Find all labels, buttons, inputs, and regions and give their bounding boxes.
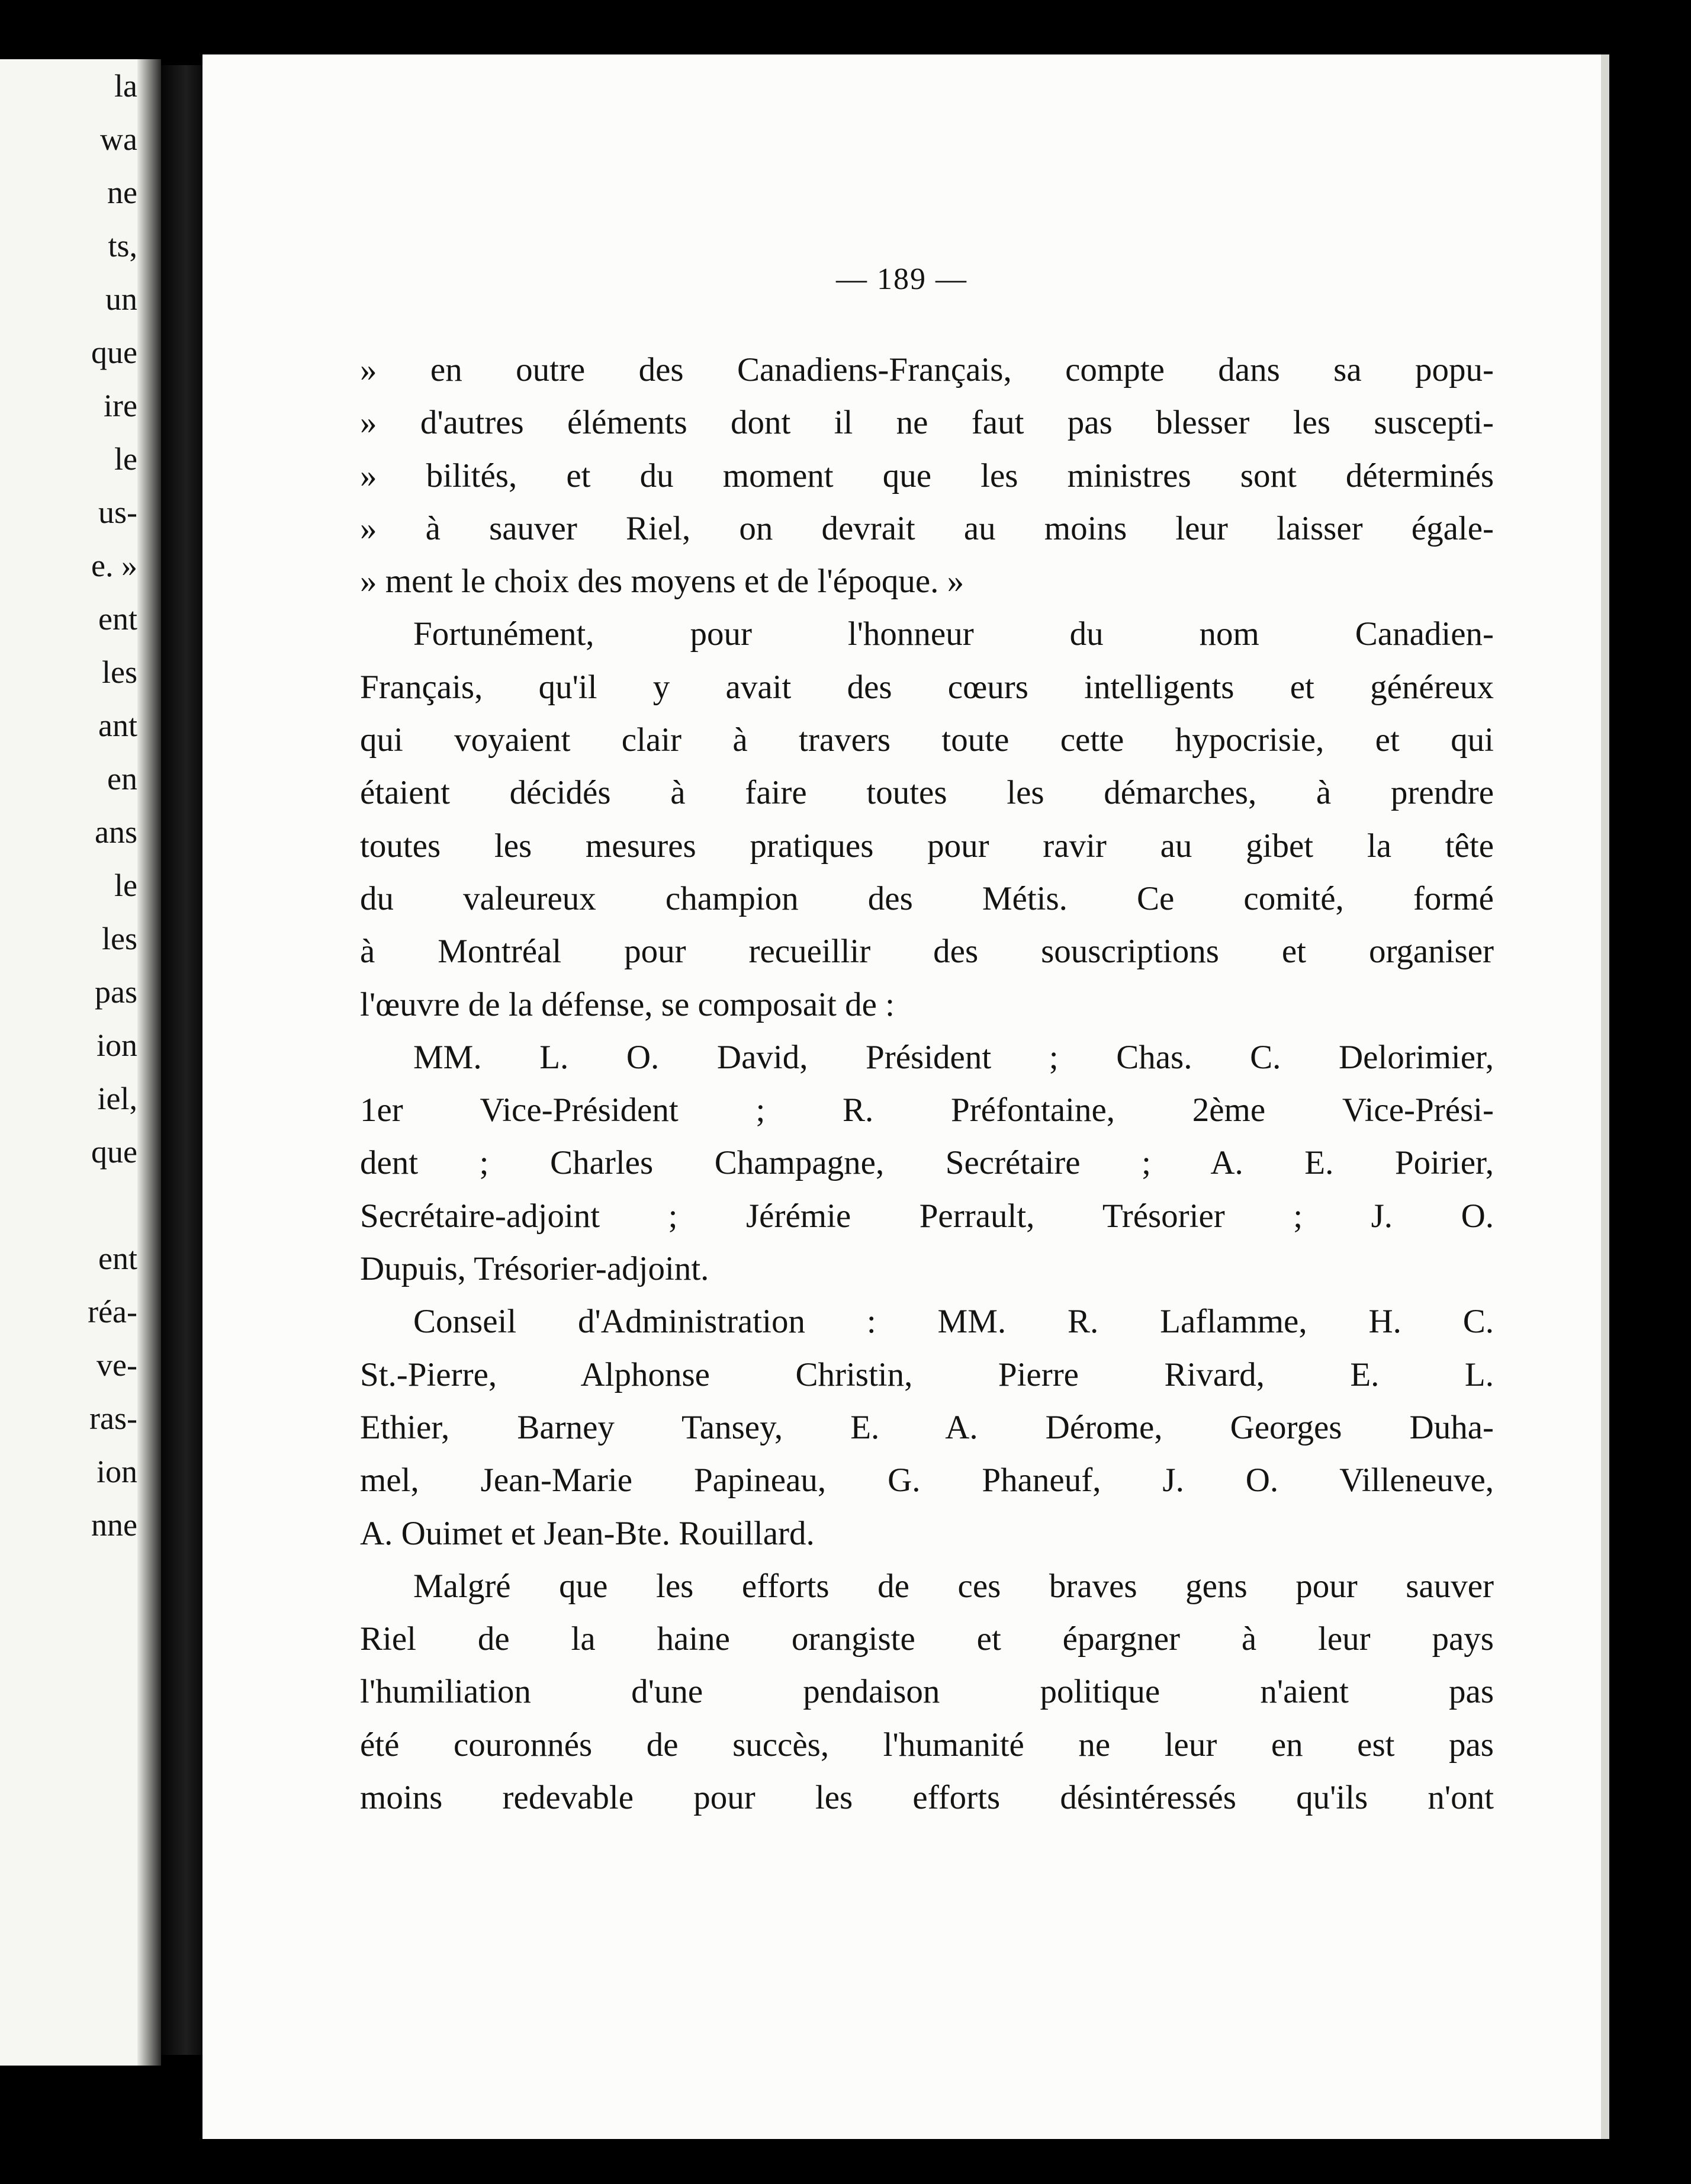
paragraph-first-line: Malgré que les efforts de ces braves gens pour sauver (413, 1567, 1494, 1605)
text-line: étaient décidés à faire toutes les démarches, à prendre (360, 774, 1494, 812)
text-line: 1er Vice-Président ; R. Préfontaine, 2ème Vice-Prési- (360, 1091, 1494, 1129)
left-fragment: que (91, 1134, 137, 1170)
left-fragment: ire (104, 388, 137, 423)
paragraph-first-line: Conseil d'Administration : MM. R. Laflamme, H. C. (413, 1303, 1494, 1341)
left-fragment: ras- (89, 1401, 137, 1436)
left-fragment: en (107, 761, 137, 796)
text-line: l'œuvre de la défense, se composait de : (360, 985, 895, 1023)
left-fragment: iel, (97, 1081, 137, 1116)
page-body-text (360, 343, 1494, 1824)
left-fragment: la (114, 68, 137, 104)
text-line: moins redevable pour les efforts désintéressés qu'ils n'ont (360, 1779, 1494, 1817)
text-line: A. Ouimet et Jean-Bte. Rouillard. (360, 1514, 815, 1552)
text-line: St.-Pierre, Alphonse Christin, Pierre Rivard, E. L. (360, 1356, 1494, 1393)
left-fragment: le (114, 441, 137, 477)
left-fragment: les (102, 921, 137, 956)
left-fragment: réa- (88, 1294, 137, 1329)
left-fragment: un (105, 281, 137, 317)
left-fragment: que (91, 335, 137, 370)
left-fragment: ent (98, 1241, 137, 1276)
text-line: Secrétaire-adjoint ; Jérémie Perrault, Trésorier ; J. O. (360, 1197, 1494, 1235)
left-fragment: ve- (97, 1347, 137, 1383)
book-binding-shadow (161, 65, 202, 2055)
text-line: du valeureux champion des Métis. Ce comité, formé (360, 879, 1494, 917)
left-fragment: le (114, 868, 137, 903)
text-line: mel, Jean-Marie Papineau, G. Phaneuf, J. O. Villeneuve, (360, 1462, 1494, 1499)
left-fragment: ans (95, 814, 137, 850)
left-fragment: ne (107, 175, 137, 210)
text-line: » en outre des Canadiens-Français, compte dans sa popu- (360, 351, 1494, 388)
text-line: qui voyaient clair à travers toute cette hypocrisie, et qui (360, 721, 1494, 759)
text-line: » à sauver Riel, on devrait au moins leur laisser égale- (360, 509, 1494, 547)
left-fragment (88, 1178, 137, 1232)
left-fragment: us- (98, 494, 137, 530)
left-fragment: wa (100, 121, 137, 157)
book-page (202, 54, 1601, 2139)
text-line: Dupuis, Trésorier-adjoint. (360, 1250, 709, 1288)
left-page-line-fragments (88, 59, 137, 1552)
adjacent-left-page (0, 59, 161, 2066)
text-line: Français, qu'il y avait des cœurs intelligents et généreux (360, 668, 1494, 706)
text-line: Ethier, Barney Tansey, E. A. Dérome, Georges Duha- (360, 1408, 1494, 1446)
text-line: été couronnés de succès, l'humanité ne leur en est pas (360, 1726, 1494, 1764)
left-fragment: ion (96, 1027, 137, 1063)
paragraph-first-line: MM. L. O. David, Président ; Chas. C. Delorimier, (413, 1038, 1494, 1076)
left-fragment: ant (98, 708, 137, 743)
left-fragment: ent (98, 601, 137, 637)
text-line: toutes les mesures pratiques pour ravir au gibet la tête (360, 827, 1494, 865)
left-fragment: les (102, 654, 137, 690)
text-line: » ment le choix des moyens et de l'époque. » (360, 563, 965, 600)
text-line: l'humiliation d'une pendaison politique n'aient pas (360, 1673, 1494, 1711)
text-line: » bilités, et du moment que les ministres sont déterminés (360, 457, 1494, 494)
page-number: — 189 — (836, 262, 967, 296)
paragraph-first-line: Fortunément, pour l'honneur du nom Canadien- (413, 615, 1494, 653)
text-line: Riel de la haine orangiste et épargner à leur pays (360, 1620, 1494, 1658)
left-fragment: ts, (108, 228, 137, 264)
text-line: à Montréal pour recueillir des souscriptions et organiser (360, 933, 1494, 971)
left-fragment: ion (96, 1454, 137, 1489)
text-line: dent ; Charles Champagne, Secrétaire ; A. E. Poirier, (360, 1144, 1494, 1182)
left-fragment: pas (95, 974, 137, 1010)
left-fragment: e. » (91, 548, 137, 583)
left-fragment: nne (91, 1507, 137, 1543)
left-page-gutter-shadow (137, 59, 161, 2066)
text-line: » d'autres éléments dont il ne faut pas blesser les suscepti- (360, 404, 1494, 442)
